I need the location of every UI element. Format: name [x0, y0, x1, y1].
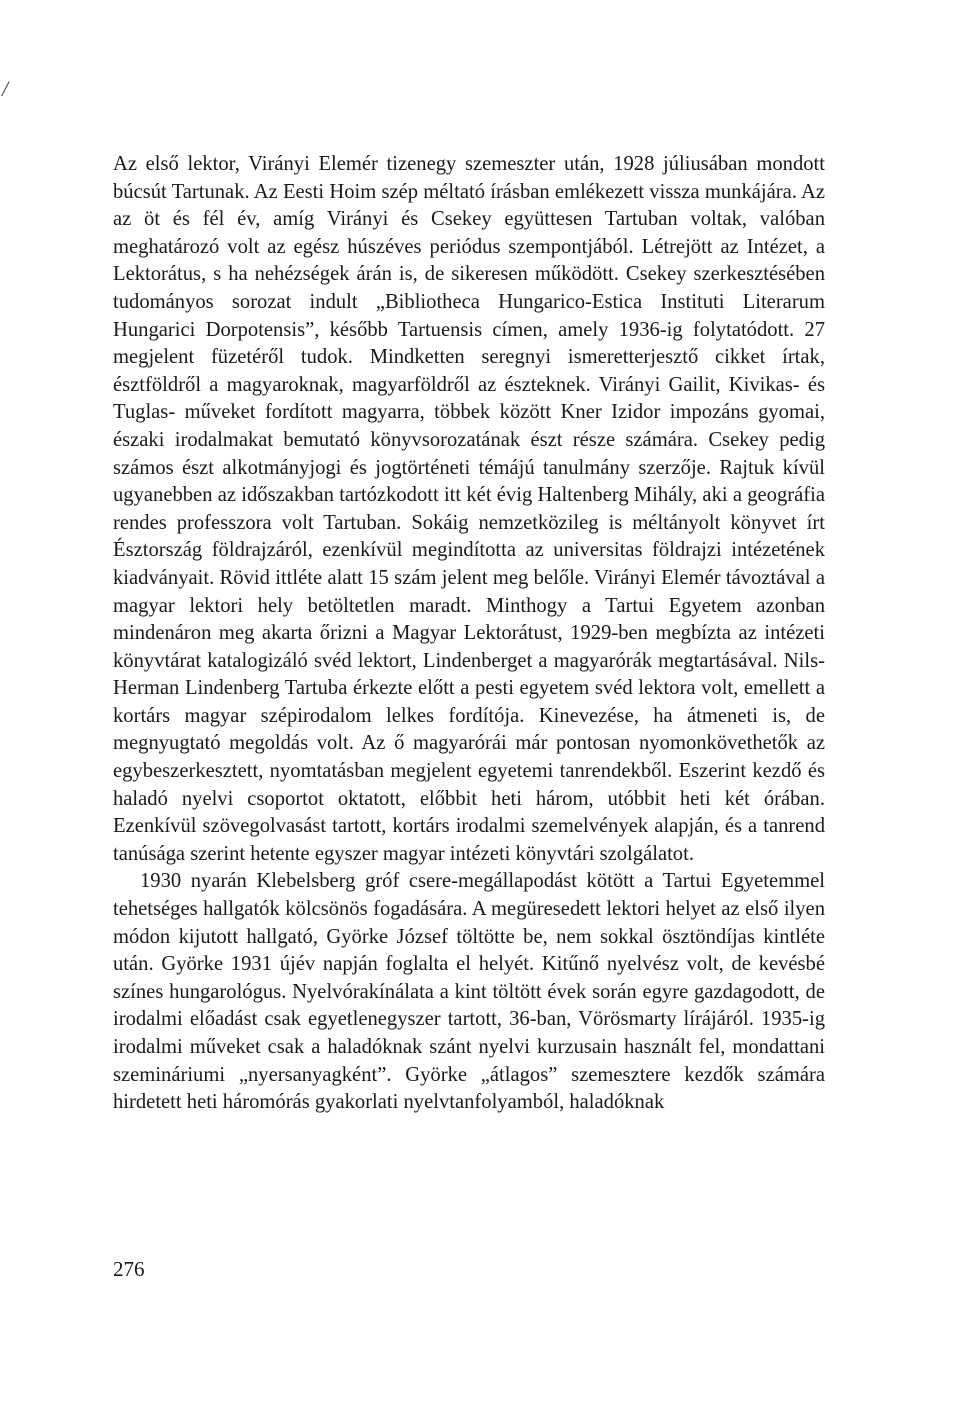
page-number: 276: [113, 1257, 145, 1281]
paragraph-2: 1930 nyarán Klebelsberg gróf csere-megállapodást kötött a Tartui Egyetemmel tehetséges hallgatók kölcsönös fogadására. A megüresedett lektori helyet az első ilyen módon kijutott hallgató, Györke József töltötte be, nem sokkal ösztöndíjas kintléte után. Györke 1931 újév napján foglalta el helyét. Kitűnő nyelvész volt, de kevésbé színes hungarológus. Nyelvórakínálata a kint töltött évek során egyre gazdagodott, de irodalmi előadást csak egyetlenegyszer tartott, 36-ban, Vörösmarty lírájáról. 1935-ig irodalmi műveket csak a haladóknak szánt nyelvi kurzusain használt fel, mondattani szemináriumi „nyersanyagként”. Györke „átlagos” szemesztere kezdők számára hirdetett heti háromórás gyakorlati nyelvtanfolyamból, haladóknak: [113, 870, 825, 1114]
body-text: [113, 151, 825, 1117]
stray-scan-mark: /: [2, 76, 9, 101]
paragraph-1: Az első lektor, Virányi Elemér tizenegy szemeszter után, 1928 júliusában mondott búcsút Tartunak. Az Eesti Hoim szép méltató írásban emlékezett vissza munkájára. Az az öt és fél év, amíg Virányi és Csekey együttesen Tartuban voltak, valóban meghatározó volt az egész húszéves periódus szempontjából. Létrejött az Intézet, a Lektorátus, s ha nehézségek árán is, de sikeresen működött. Csekey szerkesztésében tudományos sorozat indult „Bibliotheca Hungarico-Estica Instituti Literarum Hungarici Dorpotensis”, később Tartuensis címen, amely 1936-ig folytatódott. 27 megjelent füzetéről tudok. Mindketten seregnyi ismeretterjesztő cikket írtak, észtföldről a magyaroknak, magyarföldről az észteknek. Virányi Gailit, Kivikas- és Tuglas- műveket fordított magyarra, többek között Kner Izidor impozáns gyomai, északi irodalmakat bemutató könyvsorozatának észt része számára. Csekey pedig számos észt alkotmányjogi és jogtörténeti témájú tanulmány szerzője. Rajtuk kívül ugyanebben az időszakban tartózkodott itt két évig Haltenberg Mihály, aki a geográfia rendes professzora volt Tartuban. Sokáig nemzetközileg is méltányolt könyvet írt Észtország földrajzáról, ezenkívül megindította az universitas földrajzi intézetének kiadványait. Rövid ittléte alatt 15 szám jelent meg belőle. Virányi Elemér távoztával a magyar lektori hely betöltetlen maradt. Minthogy a Tartui Egyetem azonban mindenáron meg akarta őrizni a Magyar Lektorátust, 1929-ben megbízta az intézeti könyvtárat katalogizáló svéd lektort, Lindenberget a magyarórák megtartásával. Nils-Herman Lindenberg Tartuba érkezte előtt a pesti egyetem svéd lektora volt, emellett a kortárs magyar szépirodalom lelkes fordítója. Kinevezése, ha átmeneti is, de megnyugtató megoldás volt. Az ő magyarórái már pontosan nyomonkövethetők az egybeszerkesztett, nyomtatásban megjelent egyetemi tanrendekből. Eszerint kezdő és haladó nyelvi csoportot oktatott, előbbit heti három, utóbbit heti két órában. Ezenkívül szövegolvasást tartott, kortárs irodalmi szemelvények alapján, és a tanrend tanúsága szerint hetente egyszer magyar intézeti könyvtári szolgálatot.: [113, 153, 825, 865]
